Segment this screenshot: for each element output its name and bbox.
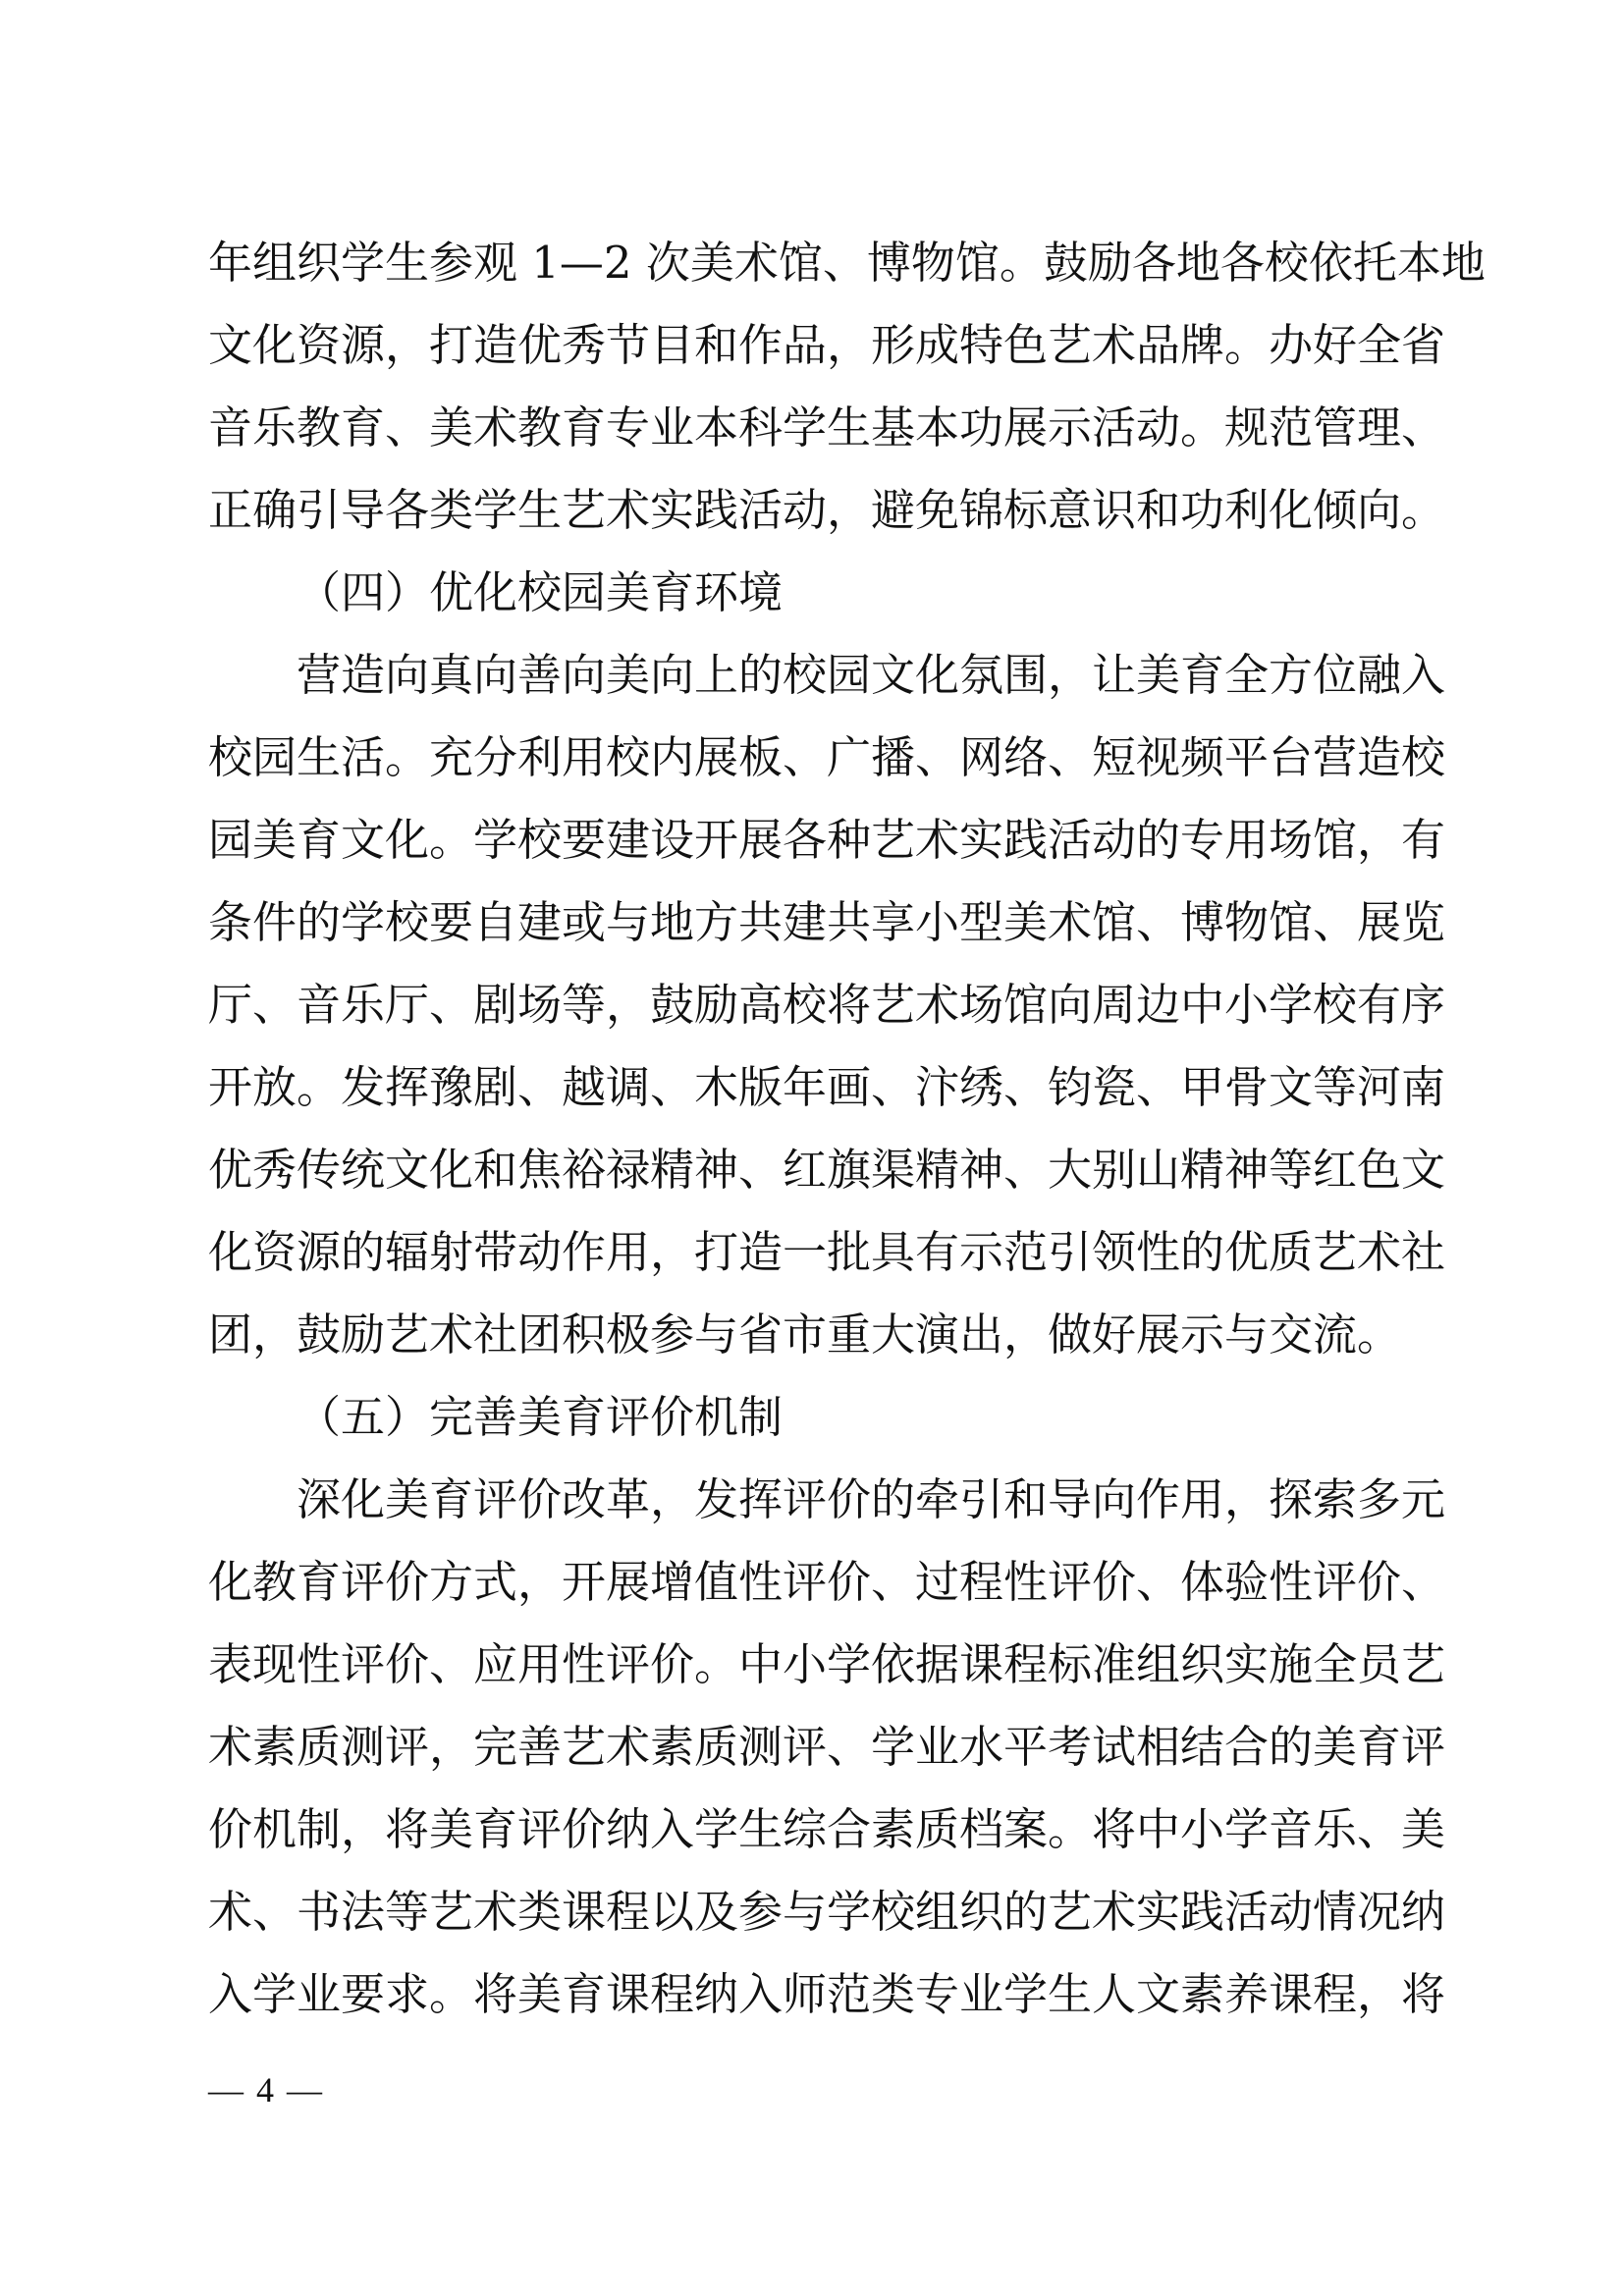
page-number: — 4 — — [208, 2070, 324, 2109]
body-text-line: 术、书法等艺术类课程以及参与学校组织的艺术实践活动情况纳 — [208, 1886, 1446, 1938]
paragraph-first-line: 深化美育评价改革，发挥评价的牵引和导向作用，探索多元 — [297, 1473, 1446, 1525]
body-text-line: 音乐教育、美术教育专业本科学生基本功展示活动。规范管理、 — [208, 401, 1446, 454]
body-text-line: 术素质测评，完善艺术素质测评、学业水平考试相结合的美育评 — [208, 1721, 1446, 1773]
body-text-line: 开放。发挥豫剧、越调、木版年画、汴绣、钧瓷、甲骨文等河南 — [208, 1061, 1446, 1113]
body-text-line: 园美育文化。学校要建设开展各种艺术实践活动的专用场馆，有 — [208, 814, 1446, 866]
body-text-line: 表现性评价、应用性评价。中小学依据课程标准组织实施全员艺 — [208, 1638, 1446, 1690]
body-text-line: 厅、音乐厅、剧场等，鼓励高校将艺术场馆向周边中小学校有序 — [208, 979, 1446, 1031]
body-text-line: 年组织学生参观 1—2 次美术馆、博物馆。鼓励各地各校依托本地 — [208, 237, 1486, 289]
paragraph-first-line: 营造向真向善向美向上的校园文化氛围，让美育全方位融入 — [297, 649, 1446, 701]
body-text-line: 优秀传统文化和焦裕禄精神、红旗渠精神、大别山精神等红色文 — [208, 1144, 1446, 1196]
body-text-line: 团，鼓励艺术社团积极参与省市重大演出，做好展示与交流。 — [208, 1308, 1402, 1361]
body-text-line: 价机制，将美育评价纳入学生综合素质档案。将中小学音乐、美 — [208, 1803, 1446, 1855]
body-text-line: 正确引导各类学生艺术实践活动，避免锦标意识和功利化倾向。 — [208, 484, 1446, 536]
body-text-line: 化教育评价方式，开展增值性评价、过程性评价、体验性评价、 — [208, 1556, 1446, 1608]
body-text-line: 化资源的辐射带动作用，打造一批具有示范引领性的优质艺术社 — [208, 1226, 1446, 1278]
body-text-line: 文化资源，打造优秀节目和作品，形成特色艺术品牌。办好全省 — [208, 319, 1446, 371]
section-heading-4: （四）优化校园美育环境 — [297, 566, 784, 618]
body-text-line: 条件的学校要自建或与地方共建共享小型美术馆、博物馆、展览 — [208, 896, 1446, 948]
body-text-line: 入学业要求。将美育课程纳入师范类专业学生人文素养课程，将 — [208, 1968, 1446, 2020]
body-text-line: 校园生活。充分利用校内展板、广播、网络、短视频平台营造校 — [208, 731, 1446, 783]
section-heading-5: （五）完善美育评价机制 — [297, 1391, 784, 1443]
